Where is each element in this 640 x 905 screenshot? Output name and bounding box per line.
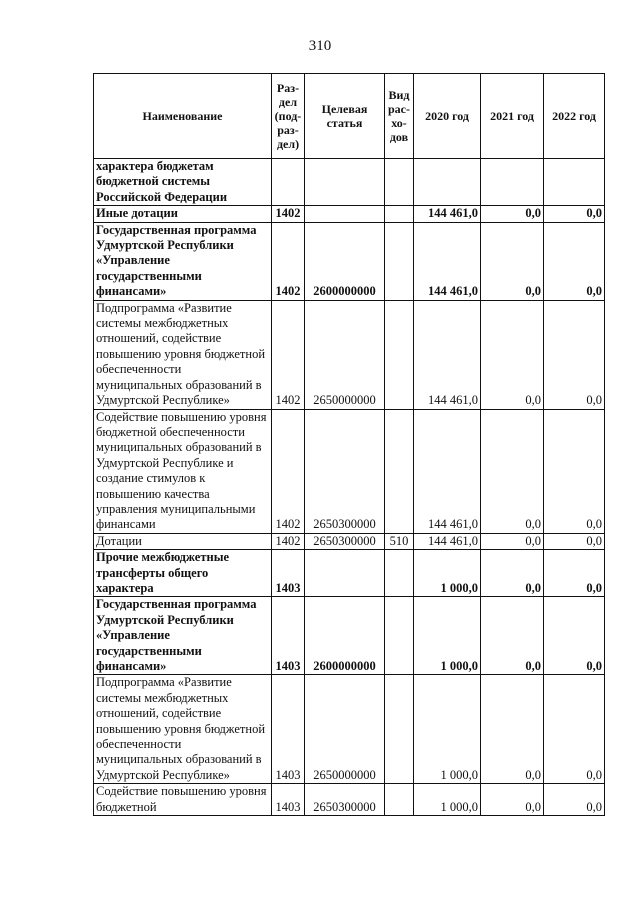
cell-section: 1403 xyxy=(272,784,305,816)
table-row xyxy=(94,409,605,533)
cell-2020: 1 000,0 xyxy=(414,675,481,784)
cell-target xyxy=(305,206,385,222)
table-row xyxy=(94,784,605,816)
cell-section: 1402 xyxy=(272,206,305,222)
header-2021: 2021 год xyxy=(481,74,544,159)
cell-2020: 1 000,0 xyxy=(414,597,481,675)
table-row xyxy=(94,206,605,222)
cell-2021: 0,0 xyxy=(481,550,544,597)
header-kind: Вид рас- хо- дов xyxy=(385,74,414,159)
cell-2021: 0,0 xyxy=(481,222,544,300)
cell-section: 1403 xyxy=(272,675,305,784)
cell-name: Прочие межбюджетные трансферты общего характера xyxy=(94,550,272,597)
cell-2020: 144 461,0 xyxy=(414,300,481,409)
cell-section: 1402 xyxy=(272,222,305,300)
header-section: Раз- дел (под- раз- дел) xyxy=(272,74,305,159)
cell-2022: 0,0 xyxy=(544,206,605,222)
cell-name: Содействие повышению уровня бюджетной xyxy=(94,784,272,816)
cell-2022: 0,0 xyxy=(544,409,605,533)
cell-name: Государственная программа Удмуртской Республики «Управление государственными финансами» xyxy=(94,222,272,300)
cell-section: 1402 xyxy=(272,409,305,533)
cell-kind xyxy=(385,206,414,222)
cell-2022: 0,0 xyxy=(544,300,605,409)
cell-kind xyxy=(385,675,414,784)
budget-table xyxy=(93,73,605,816)
cell-target: 2650300000 xyxy=(305,784,385,816)
cell-name: Подпрограмма «Развитие системы межбюджетных отношений, содействие повышению уровня бюджетной обеспеченности муниципальных образований в Удмуртской Республике» xyxy=(94,675,272,784)
cell-2020 xyxy=(414,159,481,206)
cell-2021: 0,0 xyxy=(481,409,544,533)
cell-2022: 0,0 xyxy=(544,597,605,675)
cell-name: Дотации xyxy=(94,533,272,549)
table-row xyxy=(94,300,605,409)
cell-target: 2600000000 xyxy=(305,222,385,300)
cell-name: Содействие повышению уровня бюджетной обеспеченности муниципальных образований в Удмуртской Республике и создание стимулов к повышению качества управления муниципальными финансами xyxy=(94,409,272,533)
table-row xyxy=(94,533,605,549)
cell-target: 2650000000 xyxy=(305,675,385,784)
table-row xyxy=(94,159,605,206)
cell-target: 2650300000 xyxy=(305,533,385,549)
cell-kind xyxy=(385,784,414,816)
cell-target: 2650300000 xyxy=(305,409,385,533)
cell-target xyxy=(305,550,385,597)
cell-2020: 144 461,0 xyxy=(414,409,481,533)
cell-section xyxy=(272,159,305,206)
header-name: Наименование xyxy=(94,74,272,159)
cell-name: Подпрограмма «Развитие системы межбюджетных отношений, содействие повышению уровня бюджетной обеспеченности муниципальных образований в Удмуртской Республике» xyxy=(94,300,272,409)
cell-2020: 1 000,0 xyxy=(414,550,481,597)
cell-2021: 0,0 xyxy=(481,784,544,816)
cell-2021 xyxy=(481,159,544,206)
table-header-row xyxy=(94,74,605,159)
cell-kind xyxy=(385,159,414,206)
cell-2020: 144 461,0 xyxy=(414,206,481,222)
cell-2022: 0,0 xyxy=(544,784,605,816)
table-row xyxy=(94,550,605,597)
cell-name: Государственная программа Удмуртской Республики «Управление государственными финансами» xyxy=(94,597,272,675)
table-row xyxy=(94,597,605,675)
cell-section: 1403 xyxy=(272,550,305,597)
cell-kind xyxy=(385,597,414,675)
cell-2021: 0,0 xyxy=(481,206,544,222)
cell-section: 1402 xyxy=(272,300,305,409)
table-row xyxy=(94,675,605,784)
cell-2020: 144 461,0 xyxy=(414,533,481,549)
cell-section: 1402 xyxy=(272,533,305,549)
cell-kind xyxy=(385,550,414,597)
cell-name: Иные дотации xyxy=(94,206,272,222)
cell-2020: 1 000,0 xyxy=(414,784,481,816)
cell-2020: 144 461,0 xyxy=(414,222,481,300)
page-number: 310 xyxy=(308,38,332,54)
cell-2022: 0,0 xyxy=(544,222,605,300)
cell-kind: 510 xyxy=(385,533,414,549)
cell-kind xyxy=(385,300,414,409)
header-target: Целевая статья xyxy=(305,74,385,159)
cell-2021: 0,0 xyxy=(481,597,544,675)
cell-2021: 0,0 xyxy=(481,533,544,549)
cell-name: характера бюджетам бюджетной системы Российской Федерации xyxy=(94,159,272,206)
cell-kind xyxy=(385,409,414,533)
cell-2022: 0,0 xyxy=(544,533,605,549)
header-2020: 2020 год xyxy=(414,74,481,159)
cell-target: 2600000000 xyxy=(305,597,385,675)
cell-2022: 0,0 xyxy=(544,675,605,784)
cell-section: 1403 xyxy=(272,597,305,675)
cell-target xyxy=(305,159,385,206)
cell-kind xyxy=(385,222,414,300)
header-2022: 2022 год xyxy=(544,74,605,159)
cell-2021: 0,0 xyxy=(481,675,544,784)
cell-2022 xyxy=(544,159,605,206)
cell-2022: 0,0 xyxy=(544,550,605,597)
cell-2021: 0,0 xyxy=(481,300,544,409)
table-row xyxy=(94,222,605,300)
cell-target: 2650000000 xyxy=(305,300,385,409)
